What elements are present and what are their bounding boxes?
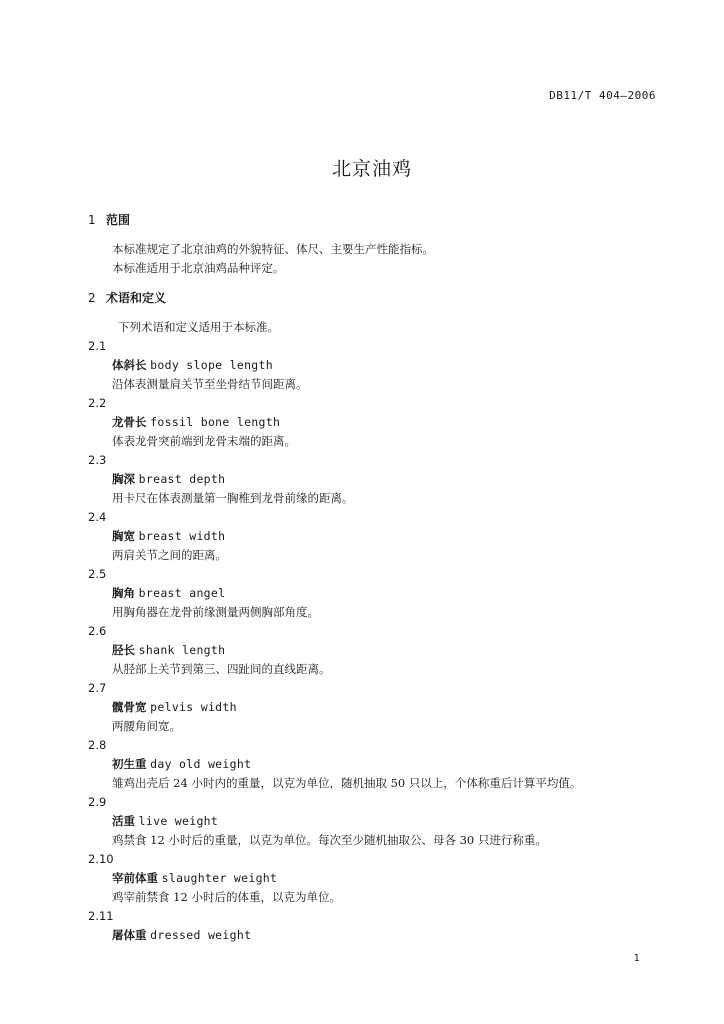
- term-definition: 鸡宰前禁食 12 小时后的体重，以克为单位。: [112, 890, 341, 904]
- section-number: 2: [88, 291, 96, 305]
- term-heading: [112, 926, 668, 945]
- term-english: live weight: [138, 814, 219, 828]
- clause-number: 2.1: [88, 339, 107, 353]
- section-number: 1: [88, 213, 96, 227]
- term-heading: [112, 755, 668, 774]
- term-english: day old weight: [150, 757, 252, 771]
- term-chinese: 胸角: [112, 586, 135, 600]
- term-english: body slope length: [150, 358, 273, 372]
- term-chinese: 胫长: [112, 643, 135, 657]
- term-english: fossil bone length: [150, 415, 281, 429]
- paragraph: 本标准规定了北京油鸡的外貌特征、体尺、主要生产性能指标。: [112, 242, 434, 256]
- term-heading: [112, 584, 668, 603]
- term-heading: [112, 698, 668, 717]
- section-2-heading: [88, 291, 668, 305]
- clause-number: 2.8: [88, 738, 107, 752]
- term-chinese: 龙骨长: [112, 415, 147, 429]
- term-definition: 两肩关节之间的距离。: [112, 548, 227, 562]
- term-chinese: 活重: [112, 814, 135, 828]
- clause-number: 2.2: [88, 396, 107, 410]
- term-definition: 雏鸡出壳后 24 小时内的重量，以克为单位，随机抽取 50 只以上，个体称重后计算平均值。: [112, 776, 582, 790]
- term-definition: 用卡尺在体表测量第一胸椎到龙骨前缘的距离。: [112, 491, 354, 505]
- term-english: slaughter weight: [161, 871, 278, 885]
- term-definition: 用胸角器在龙骨前缘测量两侧胸部角度。: [112, 605, 319, 619]
- term-heading: [112, 470, 668, 489]
- term-english: dressed weight: [150, 928, 252, 942]
- term-english: breast angel: [138, 586, 226, 600]
- term-heading: [112, 527, 668, 546]
- clause-number: 2.5: [88, 567, 107, 581]
- clause-number: 2.9: [88, 795, 107, 809]
- term-english: pelvis width: [150, 700, 237, 714]
- paragraph: 本标准适用于北京油鸡品种评定。: [112, 261, 285, 275]
- clause-number: 2.10: [88, 852, 114, 866]
- term-definition: 两腰角间宽。: [112, 719, 181, 733]
- term-chinese: 髋骨宽: [112, 700, 147, 714]
- paragraph: 下列术语和定义适用于本标准。: [118, 320, 279, 334]
- clause-number: 2.7: [88, 681, 107, 695]
- term-heading: [112, 356, 668, 375]
- page-number: 1: [633, 953, 640, 964]
- term-definition: 体表龙骨突前端到龙骨末端的距离。: [112, 434, 296, 448]
- term-list: [88, 337, 668, 945]
- term-chinese: 体斜长: [112, 358, 147, 372]
- document-body: [88, 213, 668, 945]
- term-chinese: 胸宽: [112, 529, 135, 543]
- term-definition: 鸡禁食 12 小时后的重量，以克为单位。每次至少随机抽取公、母各 30 只进行称重。: [112, 833, 547, 847]
- clause-number: 2.4: [88, 510, 107, 524]
- term-chinese: 初生重: [112, 757, 147, 771]
- term-chinese: 宰前体重: [112, 871, 158, 885]
- term-chinese: 胸深: [112, 472, 135, 486]
- term-definition: 从胫部上关节到第三、四趾间的直线距离。: [112, 662, 331, 676]
- term-heading: [112, 413, 668, 432]
- term-heading: [112, 869, 668, 888]
- term-english: shank length: [138, 643, 226, 657]
- section-title: 范围: [106, 213, 131, 227]
- term-chinese: 屠体重: [112, 928, 147, 942]
- clause-number: 2.3: [88, 453, 107, 467]
- standard-code: DB11/T 404—2006: [549, 89, 656, 102]
- term-heading: [112, 641, 668, 660]
- clause-number: 2.11: [88, 909, 114, 923]
- term-english: breast depth: [138, 472, 226, 486]
- section-title: 术语和定义: [106, 291, 167, 305]
- term-english: breast width: [138, 529, 226, 543]
- clause-number: 2.6: [88, 624, 107, 638]
- document-title: 北京油鸡: [331, 158, 412, 180]
- term-heading: [112, 812, 668, 831]
- term-definition: 沿体表测量肩关节至坐骨结节间距离。: [112, 377, 308, 391]
- section-1-heading: [88, 213, 668, 227]
